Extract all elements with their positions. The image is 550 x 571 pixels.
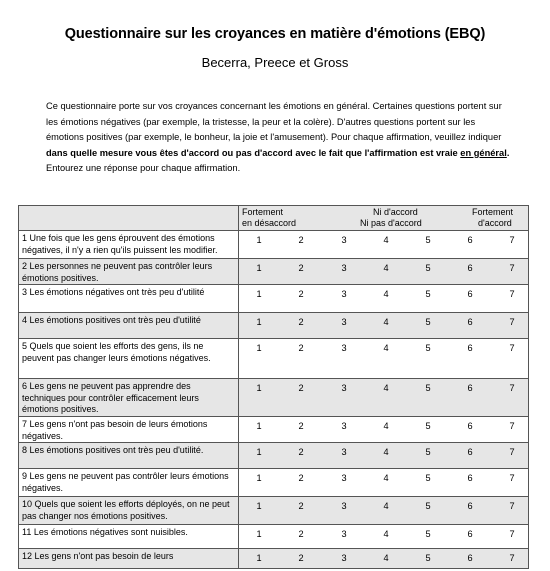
scale-left-label-1: Fortement — [242, 207, 284, 217]
instructions — [46, 99, 514, 177]
rating-option-2[interactable]: 2 — [298, 501, 304, 511]
rating-option-6[interactable]: 6 — [467, 473, 473, 483]
rating-option-5[interactable]: 5 — [425, 383, 431, 393]
header-empty-cell — [19, 206, 239, 231]
scale-mid-label-1: Ni d'accord — [373, 207, 418, 217]
rating-option-3[interactable]: 3 — [341, 263, 347, 273]
questionnaire-row — [19, 469, 529, 497]
rating-option-7[interactable]: 7 — [509, 263, 515, 273]
questionnaire-row — [19, 379, 529, 417]
rating-option-1[interactable]: 1 — [256, 317, 262, 327]
rating-option-6[interactable]: 6 — [467, 317, 473, 327]
rating-option-6[interactable]: 6 — [467, 263, 473, 273]
rating-option-4[interactable]: 4 — [383, 501, 389, 511]
rating-option-1[interactable]: 1 — [256, 263, 262, 273]
rating-option-2[interactable]: 2 — [298, 263, 304, 273]
rating-option-6[interactable]: 6 — [467, 447, 473, 457]
rating-option-4[interactable]: 4 — [383, 343, 389, 353]
authors: Becerra, Preece et Gross — [201, 55, 349, 70]
rating-option-6[interactable]: 6 — [467, 383, 473, 393]
rating-option-4[interactable]: 4 — [383, 263, 389, 273]
rating-option-4[interactable]: 4 — [383, 235, 389, 245]
rating-scale — [239, 469, 529, 497]
questionnaire-row — [19, 549, 529, 569]
rating-option-2[interactable]: 2 — [298, 473, 304, 483]
rating-option-4[interactable]: 4 — [383, 383, 389, 393]
rating-option-2[interactable]: 2 — [298, 289, 304, 299]
item-statement: 12 Les gens n'ont pas besoin de leurs — [19, 549, 239, 569]
rating-option-4[interactable]: 4 — [383, 529, 389, 539]
scale-mid-label-2: Ni pas d'accord — [360, 218, 422, 228]
rating-option-1[interactable]: 1 — [256, 447, 262, 457]
rating-option-7[interactable]: 7 — [509, 383, 515, 393]
rating-option-7[interactable]: 7 — [509, 421, 515, 431]
rating-scale — [239, 525, 529, 549]
rating-option-1[interactable]: 1 — [256, 343, 262, 353]
rating-option-5[interactable]: 5 — [425, 421, 431, 431]
questionnaire-row — [19, 497, 529, 525]
item-statement: 11 Les émotions négatives sont nuisibles. — [19, 525, 239, 549]
rating-scale — [239, 339, 529, 379]
rating-option-1[interactable]: 1 — [256, 473, 262, 483]
rating-option-1[interactable]: 1 — [256, 383, 262, 393]
item-statement: 2 Les personnes ne peuvent pas contrôler leurs émotions positives. — [19, 259, 239, 285]
rating-option-6[interactable]: 6 — [467, 421, 473, 431]
rating-option-3[interactable]: 3 — [341, 553, 347, 563]
rating-option-5[interactable]: 5 — [425, 343, 431, 353]
rating-option-5[interactable]: 5 — [425, 553, 431, 563]
rating-option-2[interactable]: 2 — [298, 421, 304, 431]
page-title: Questionnaire sur les croyances en matière d'émotions (EBQ) — [64, 26, 486, 42]
rating-option-7[interactable]: 7 — [509, 473, 515, 483]
rating-option-4[interactable]: 4 — [383, 473, 389, 483]
rating-option-4[interactable]: 4 — [383, 447, 389, 457]
rating-scale — [239, 313, 529, 339]
scale-right-label-1: Fortement — [472, 207, 514, 217]
instructions-text-end: Entourez une réponse pour chaque affirmation. — [46, 163, 241, 173]
rating-option-3[interactable]: 3 — [341, 501, 347, 511]
questionnaire-row — [19, 525, 529, 549]
rating-option-5[interactable]: 5 — [425, 263, 431, 273]
rating-option-6[interactable]: 6 — [467, 553, 473, 563]
rating-option-1[interactable]: 1 — [256, 289, 262, 299]
questionnaire-row — [19, 231, 529, 259]
item-statement: 8 Les émotions positives ont très peu d'utilité. — [19, 443, 239, 469]
rating-option-5[interactable]: 5 — [425, 317, 431, 327]
rating-scale — [239, 379, 529, 417]
rating-option-5[interactable]: 5 — [425, 529, 431, 539]
rating-option-7[interactable]: 7 — [509, 289, 515, 299]
questionnaire-row — [19, 417, 529, 443]
rating-option-2[interactable]: 2 — [298, 447, 304, 457]
rating-scale — [239, 549, 529, 569]
rating-scale — [239, 443, 529, 469]
scale-header-row — [19, 206, 529, 231]
rating-option-1[interactable]: 1 — [256, 553, 262, 563]
rating-option-4[interactable]: 4 — [383, 317, 389, 327]
rating-option-3[interactable]: 3 — [341, 317, 347, 327]
questionnaire-row — [19, 339, 529, 379]
rating-scale — [239, 231, 529, 259]
scale-left-label-2: en désaccord — [242, 218, 297, 228]
scale-right-label-2: d'accord — [478, 218, 512, 228]
rating-option-3[interactable]: 3 — [341, 235, 347, 245]
rating-option-5[interactable]: 5 — [425, 235, 431, 245]
rating-option-2[interactable]: 2 — [298, 317, 304, 327]
rating-scale — [239, 259, 529, 285]
rating-option-5[interactable]: 5 — [425, 473, 431, 483]
rating-option-3[interactable]: 3 — [341, 289, 347, 299]
rating-option-3[interactable]: 3 — [341, 529, 347, 539]
rating-option-2[interactable]: 2 — [298, 553, 304, 563]
rating-option-6[interactable]: 6 — [467, 235, 473, 245]
rating-option-7[interactable]: 7 — [509, 529, 515, 539]
questionnaire-table — [18, 205, 529, 569]
rating-option-1[interactable]: 1 — [256, 235, 262, 245]
instructions-underlined: en général — [460, 147, 507, 158]
instructions-emphasis-end: . — [506, 147, 510, 158]
rating-option-2[interactable]: 2 — [298, 343, 304, 353]
rating-option-3[interactable]: 3 — [341, 343, 347, 353]
rating-option-3[interactable]: 3 — [341, 383, 347, 393]
item-statement: 7 Les gens n'ont pas besoin de leurs émotions négatives. — [19, 417, 239, 443]
item-statement: 4 Les émotions positives ont très peu d'utilité — [19, 313, 239, 339]
rating-option-4[interactable]: 4 — [383, 289, 389, 299]
rating-option-7[interactable]: 7 — [509, 235, 515, 245]
rating-option-7[interactable]: 7 — [509, 501, 515, 511]
rating-option-5[interactable]: 5 — [425, 289, 431, 299]
rating-option-7[interactable]: 7 — [509, 343, 515, 353]
rating-option-1[interactable]: 1 — [256, 421, 262, 431]
rating-option-2[interactable]: 2 — [298, 235, 304, 245]
scale-header-cell — [239, 206, 529, 231]
questionnaire-row — [19, 259, 529, 285]
item-statement: 3 Les émotions négatives ont très peu d'utilité — [19, 285, 239, 313]
rating-option-6[interactable]: 6 — [467, 501, 473, 511]
rating-option-3[interactable]: 3 — [341, 473, 347, 483]
rating-option-5[interactable]: 5 — [425, 501, 431, 511]
item-statement: 1 Une fois que les gens éprouvent des émotions négatives, il n'y a rien qu'ils puissent les modifier. — [19, 231, 239, 259]
rating-option-6[interactable]: 6 — [467, 343, 473, 353]
rating-option-3[interactable]: 3 — [341, 421, 347, 431]
questionnaire-row — [19, 285, 529, 313]
item-statement: 10 Quels que soient les efforts déployés, on ne peut pas changer nos émotions positives. — [19, 497, 239, 525]
questionnaire-row — [19, 443, 529, 469]
instructions-emphasis: dans quelle mesure vous êtes d'accord ou pas d'accord avec le fait que l'affirmation est vraie — [46, 147, 461, 158]
instructions-text: Ce questionnaire porte sur vos croyances concernant les émotions en général. Certaines questions portent sur les émotions négatives (par exemple, la tristesse, la peur et la colère). D'autres questions portent sur les émotions positives (par exemple, le bonheur, la joie et l'amusement). Pour chaque affirmation, veuillez indiquer — [46, 101, 502, 142]
rating-option-7[interactable]: 7 — [509, 317, 515, 327]
rating-option-1[interactable]: 1 — [256, 501, 262, 511]
item-statement: 9 Les gens ne peuvent pas contrôler leurs émotions négatives. — [19, 469, 239, 497]
rating-option-7[interactable]: 7 — [509, 447, 515, 457]
questionnaire-row — [19, 313, 529, 339]
rating-option-7[interactable]: 7 — [509, 553, 515, 563]
rating-option-2[interactable]: 2 — [298, 529, 304, 539]
rating-option-3[interactable]: 3 — [341, 447, 347, 457]
rating-option-4[interactable]: 4 — [383, 553, 389, 563]
rating-scale — [239, 285, 529, 313]
rating-option-1[interactable]: 1 — [256, 529, 262, 539]
rating-option-6[interactable]: 6 — [467, 289, 473, 299]
rating-option-2[interactable]: 2 — [298, 383, 304, 393]
rating-option-4[interactable]: 4 — [383, 421, 389, 431]
rating-option-5[interactable]: 5 — [425, 447, 431, 457]
rating-option-6[interactable]: 6 — [467, 529, 473, 539]
rating-scale — [239, 417, 529, 443]
item-statement: 6 Les gens ne peuvent pas apprendre des techniques pour contrôler efficacement leurs émotions positives. — [19, 379, 239, 417]
rating-scale — [239, 497, 529, 525]
item-statement: 5 Quels que soient les efforts des gens, ils ne peuvent pas changer leurs émotions négatives. — [19, 339, 239, 379]
